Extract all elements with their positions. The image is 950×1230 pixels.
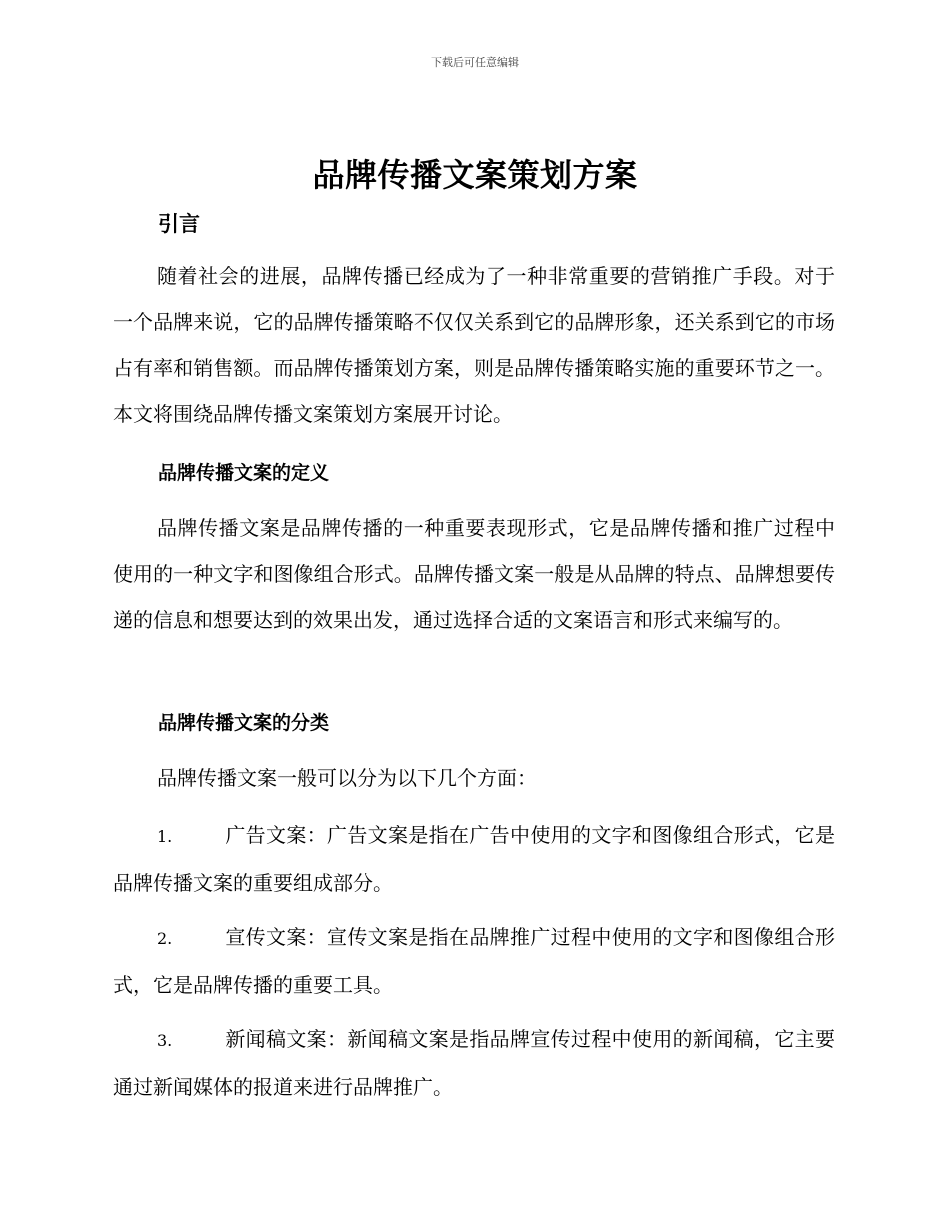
definition-heading: 品牌传播文案的定义 — [158, 462, 330, 484]
list-item-text: 宣传文案：宣传文案是指在品牌推广过程中使用的文字和图像组合形式，它是品牌传播的重要工具。 — [113, 925, 835, 997]
list-item-press-release — [113, 1016, 835, 1110]
classification-heading: 品牌传播文案的分类 — [158, 712, 330, 734]
definition-paragraph: 品牌传播文案是品牌传播的一种重要表现形式，它是品牌传播和推广过程中使用的一种文字和图像组合形式。品牌传播文案一般是从品牌的特点、品牌想要传递的信息和想要达到的效果出发，通过选择合适的文案语言和形式来编写的。 — [113, 516, 835, 632]
intro-paragraph: 随着社会的进展，品牌传播已经成为了一种非常重要的营销推广手段。对于一个品牌来说，它的品牌传播策略不仅仅关系到它的品牌形象，还关系到它的市场占有率和销售额。而品牌传播策划方案，则是品牌传播策略实施的重要环节之一。本文将围绕品牌传播文案策划方案展开讨论。 — [113, 264, 835, 426]
list-item-advertising — [113, 812, 835, 906]
list-item-text: 新闻稿文案：新闻稿文案是指品牌宣传过程中使用的新闻稿，它主要通过新闻媒体的报道来进行品牌推广。 — [113, 1027, 835, 1099]
classification-lead: 品牌传播文案一般可以分为以下几个方面： — [157, 766, 537, 790]
list-item-promotion — [113, 914, 835, 1008]
list-item-number: 1. — [157, 827, 173, 846]
intro-heading: 引言 — [158, 212, 200, 236]
document-title: 品牌传播文案策划方案 — [312, 156, 638, 194]
list-item-number: 2. — [157, 929, 173, 948]
list-item-number: 3. — [157, 1031, 173, 1050]
list-item-text: 广告文案：广告文案是指在广告中使用的文字和图像组合形式，它是品牌传播文案的重要组成部分。 — [113, 823, 835, 895]
header-note: 下载后可任意编辑 — [431, 56, 519, 69]
